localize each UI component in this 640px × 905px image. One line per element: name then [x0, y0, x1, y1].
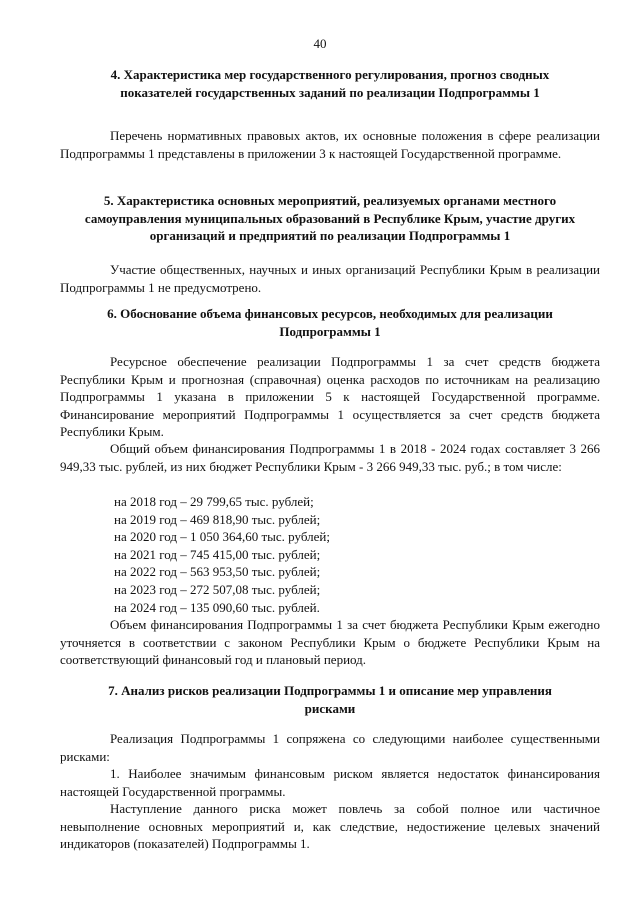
- list-item: на 2024 год – 135 090,60 тыс. рублей.: [114, 599, 320, 615]
- section-6-paragraph-3: Объем финансирования Подпрограммы 1 за счет бюджета Республики Крым ежегодно уточняется в соответствии с законом Республики Крым о бюджете Республики Крым на соответствующий финансовый год и плановый период.: [60, 617, 600, 667]
- list-item: на 2023 год – 272 507,08 тыс. рублей;: [114, 581, 321, 597]
- section-6-heading: 6. Обоснование объема финансовых ресурсов, необходимых для реализации Подпрограммы 1: [107, 306, 553, 339]
- list-item: на 2018 год – 29 799,65 тыс. рублей;: [114, 494, 314, 509]
- section-5-heading: 5. Характеристика основных мероприятий, реализуемых органами местного самоуправления муниципальных образований в Республике Крым, участие других организаций и предприятий по реализации Подпрограммы 1: [84, 193, 576, 243]
- section-7-paragraph-3: Наступление данного риска может повлечь за собой полное или частичное невыполнение основных мероприятий и, как следствие, недостижение целевых значений индикаторов (показателей) Подпрограммы 1.: [60, 801, 600, 851]
- yearly-funding-list: [114, 493, 594, 616]
- section-5-paragraph: Участие общественных, научных и иных организаций Республики Крым в реализации Подпрограммы 1 не предусмотрено.: [60, 262, 600, 295]
- section-6-paragraph-1: Ресурсное обеспечение реализации Подпрограммы 1 за счет средств бюджета Республики Крым и прогнозная (справочная) оценка расходов по источникам на реализацию Подпрограммы 1 указана в приложении 5 к настоящей Государственной программе. Финансирование мероприятий Подпрограммы 1 осуществляется за счет средств бюджета Республики Крым.: [60, 354, 600, 439]
- section-7-heading: 7. Анализ рисков реализации Подпрограммы 1 и описание мер управления рисками: [108, 683, 552, 716]
- section-4-paragraph: Перечень нормативных правовых актов, их основные положения в сфере реализации Подпрограммы 1 представлены в приложении 3 к настоящей Государственной программе.: [60, 128, 600, 161]
- section-4-heading: 4. Характеристика мер государственного регулирования, прогноз сводных показателей государственных заданий по реализации Подпрограммы 1: [110, 67, 550, 100]
- list-item: на 2022 год – 563 953,50 тыс. рублей;: [114, 564, 321, 580]
- section-7-paragraph-1: Реализация Подпрограммы 1 сопряжена со следующими наиболее существенными рисками:: [60, 731, 600, 764]
- section-6-paragraph-2: Общий объем финансирования Подпрограммы 1 в 2018 - 2024 годах составляет 3 266 949,33 тыс. рублей, из них бюджет Республики Крым - 3 266 949,33 тыс. руб.; в том числе:: [60, 441, 600, 474]
- page-number: 40: [313, 36, 327, 51]
- section-7-paragraph-2: 1. Наиболее значимым финансовым риском является недостаток финансирования настоящей Государственной программы.: [60, 766, 600, 799]
- list-item: на 2020 год – 1 050 364,60 тыс. рублей;: [114, 529, 330, 545]
- list-item: на 2021 год – 745 415,00 тыс. рублей;: [114, 546, 321, 562]
- list-item: на 2019 год – 469 818,90 тыс. рублей;: [114, 511, 321, 527]
